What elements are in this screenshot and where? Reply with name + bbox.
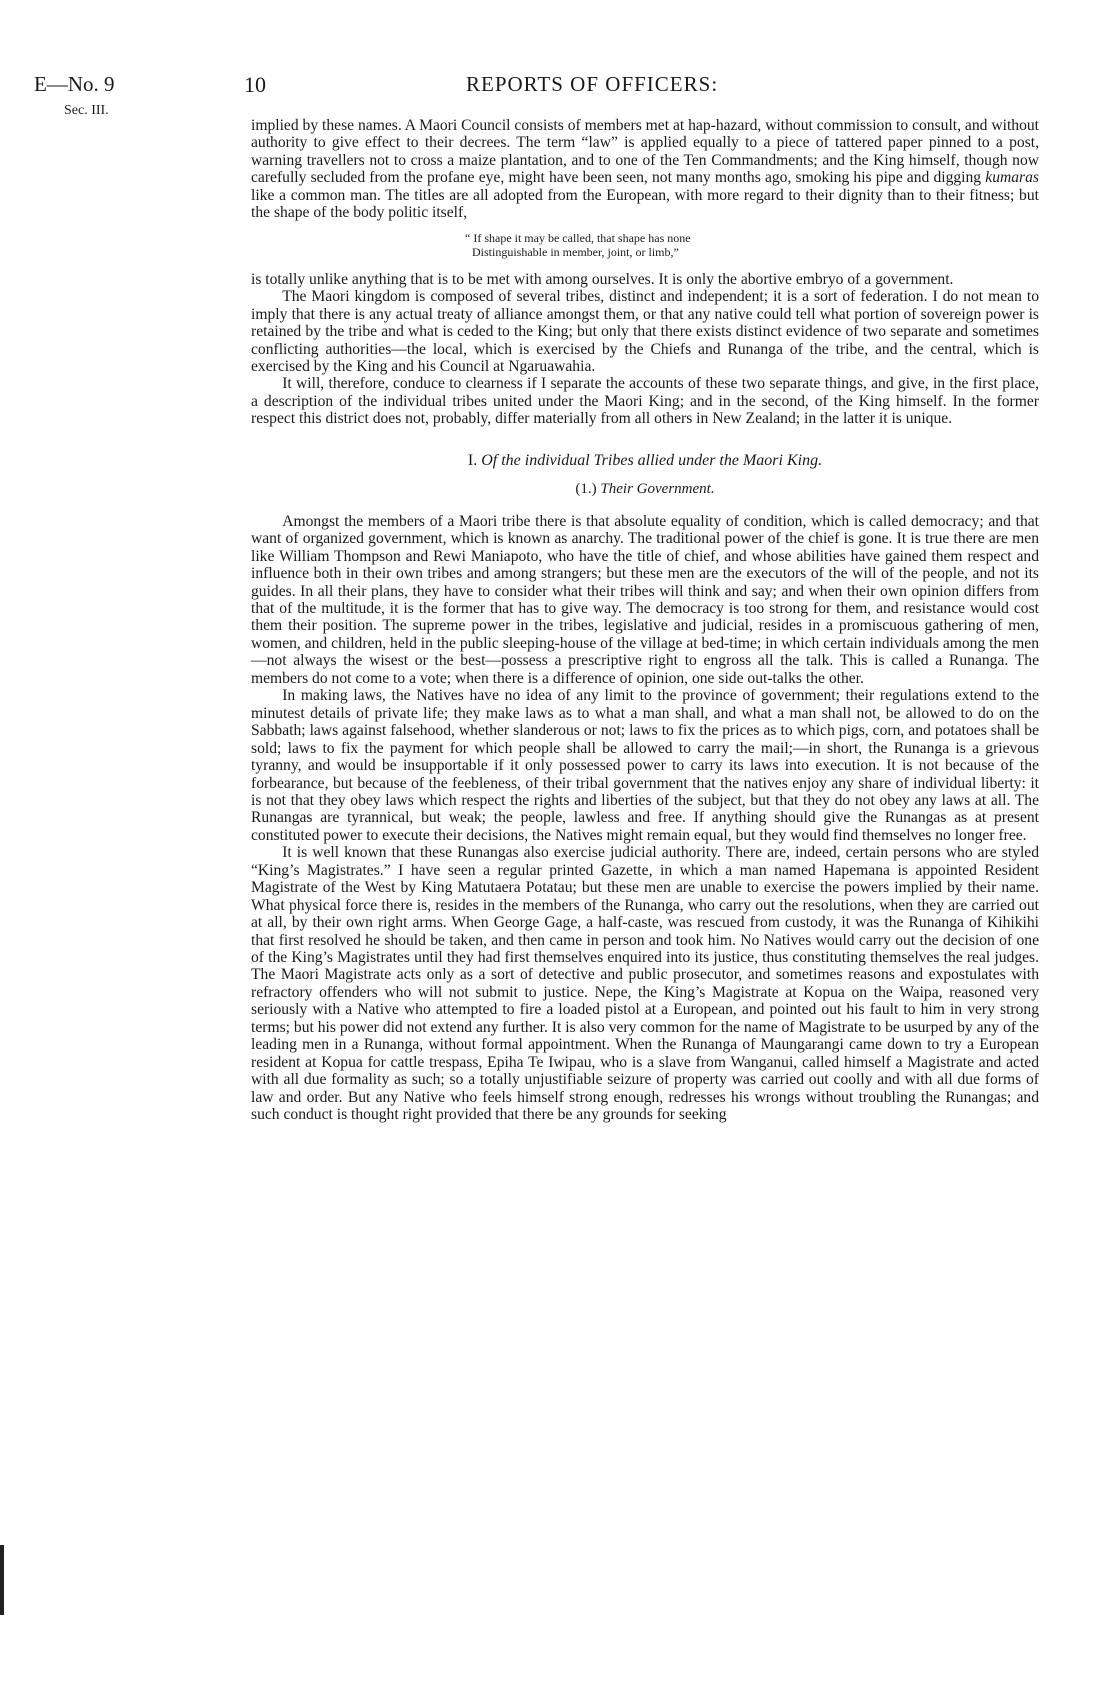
paragraph-1 — [251, 117, 1039, 222]
subsection-heading-number: (1.) — [575, 481, 597, 498]
body-text — [251, 117, 1039, 1124]
running-title: REPORTS OF OFFICERS: — [466, 72, 719, 96]
paragraph-1-tail: like a common man. The titles are all adopted from the European, with more regard to their dignity than to their fitness; but the shape of the body politic itself, — [251, 186, 1039, 222]
section-heading-text: Of the individual Tribes allied under the Maori King. — [481, 451, 823, 469]
section-heading — [251, 452, 1039, 469]
paragraph-2: is totally unlike anything that is to be met with among ourselves. It is only the abortive embryo of a government. — [251, 270, 954, 288]
binding-edge-mark — [0, 1545, 4, 1615]
verse-quotation — [251, 231, 1039, 259]
page-number: 10 — [244, 72, 266, 97]
quote-line-1: “ If shape it may be called, that shape has none — [465, 230, 691, 245]
document-reference: E—No. 9 — [34, 72, 115, 96]
quote-line-2: Distinguishable in member, joint, or limb,” — [472, 244, 679, 259]
paragraph-7: It is well known that these Runangas also exercise judicial authority. There are, indeed, certain persons who are styled “King’s Magistrates.” I have seen a regular printed Gazette, in which a man named Hapemana is appointed Resident Magistrate of the West by King Matutaera Potatau; but these men are unable to exercise the powers implied by their name. What physical force there is, resides in the members of the Runanga, who carry out the resolutions, when they are carried out at all, by their own right arms. When George Gage, a half-caste, was rescued from custody, it was the Runanga of Kihikihi that first resolved he should be taken, and then came in person and took him. No Natives would carry out the decision of one of the King’s Magistrates until they had first themselves enquired into its justice, thus constituting themselves the real judges. The Maori Magistrate acts only as a sort of detective and public prosecutor, and sometimes reasons and expostulates with refractory offenders who will not submit to justice. Nepe, the King’s Magistrate at Kopua on the Waipa, reasoned very seriously with a Native who attempted to fire a loaded pistol at a European, and pointed out his fault to him in very strong terms; but his power did not extend any further. It is also very common for the name of Magistrate to be usurped by any of the leading men in a Runanga, without formal appointment. When the Runanga of Maungarangi came down to try a European resident at Kopua for cattle trespass, Epiha Te Iwipau, who is a slave from Wanganui, called himself a Magistrate and acted with all due formality as such; so a totally unjustifiable seizure of property was carried out coolly and with all due forms of law and order. But any Native who feels himself strong enough, redresses his wrongs without troubling the Runangas; and such conduct is thought right provided that there be any grounds for seeking — [251, 844, 1039, 1124]
subsection-heading — [251, 481, 1039, 498]
section-label: Sec. III. — [64, 103, 109, 118]
paragraph-1-text: implied by these names. A Maori Council consists of members met at hap-hazard, without commission to consult, and without authority to give effect to their decrees. The term “law” is applied equally to a piece of tattered paper pinned to a post, warning travellers not to cross a maize plantation, and to one of the Ten Commandments; and the King himself, though now carefully secluded from the profane eye, might have been seen, not many months ago, smoking his pipe and digging — [251, 117, 1039, 187]
paragraph-3: The Maori kingdom is composed of several tribes, distinct and independent; it is a sort of federation. I do not mean to imply that there is any actual treaty of alliance amongst them, or that any native could tell what portion of sovereign power is retained by the tribe and what is ceded to the King; but only that there exists distinct evidence of two separate and sometimes conflicting authorities—the local, which is exercised by the Chiefs and Runanga of the tribe, and the central, which is exercised by the King and his Council at Ngaruawahia. — [251, 288, 1039, 375]
subsection-heading-text: Their Government. — [600, 481, 715, 498]
paragraph-4: It will, therefore, conduce to clearness if I separate the accounts of these two separate things, and give, in the first place, a description of the individual tribes united under the Maori King; and in the second, of the King himself. In the former respect this district does not, probably, differ materially from all others in New Zealand; in the latter it is unique. — [251, 375, 1039, 428]
paragraph-6: In making laws, the Natives have no idea of any limit to the province of government; their regulations extend to the minutest details of private life; they make laws as to what a man shall, and what a man shall not, be allowed to do on the Sabbath; laws against falsehood, whether slanderous or not; laws to fix the prices as to which pigs, corn, and potatoes shall be sold; laws to fix the payment for which people shall be allowed to carry the mail;—in short, the Runanga is a grievous tyranny, and would be insupportable if it only possessed power to carry its laws into execution. It is not because of the forbearance, but because of the feebleness, of their tribal government that the natives enjoy any share of individual liberty: it is not that they obey laws which respect the rights and liberties of the subject, but that they do not obey any laws at all. The Runangas are tyrannical, but weak; the people, lawless and free. If anything should give the Runangas as at present constituted power to execute their decisions, the Natives might remain equal, but they would find themselves no longer free. — [251, 687, 1039, 844]
paragraph-5: Amongst the members of a Maori tribe there is that absolute equality of condition, which is called democracy; and that want of organized government, which is known as anarchy. The traditional power of the chief is gone. It is true there are men like William Thompson and Rewi Maniapoto, who have the title of chief, and whose abilities have gained them respect and influence both in their own tribes and among strangers; but these men are the executors of the will of the people, and not its guides. In all their plans, they have to consider what their tribes will think and say; and when their own opinion differs from that of the multitude, it is the former that has to give way. The democracy is too strong for them, and resistance would cost them their position. The supreme power in the tribes, legislative and judicial, resides in a promiscuous gathering of men, women, and children, held in the public sleeping-house of the village at bed-time; in which certain individuals among the men—not always the wisest or the best—possess a prescriptive right to engross all the talk. This is called a Runanga. The members do not come to a vote; when there is a difference of opinion, one side out-talks the other. — [251, 512, 1039, 687]
section-heading-number: I. — [467, 451, 478, 469]
emphasis-kumaras: kumaras — [985, 169, 1039, 187]
